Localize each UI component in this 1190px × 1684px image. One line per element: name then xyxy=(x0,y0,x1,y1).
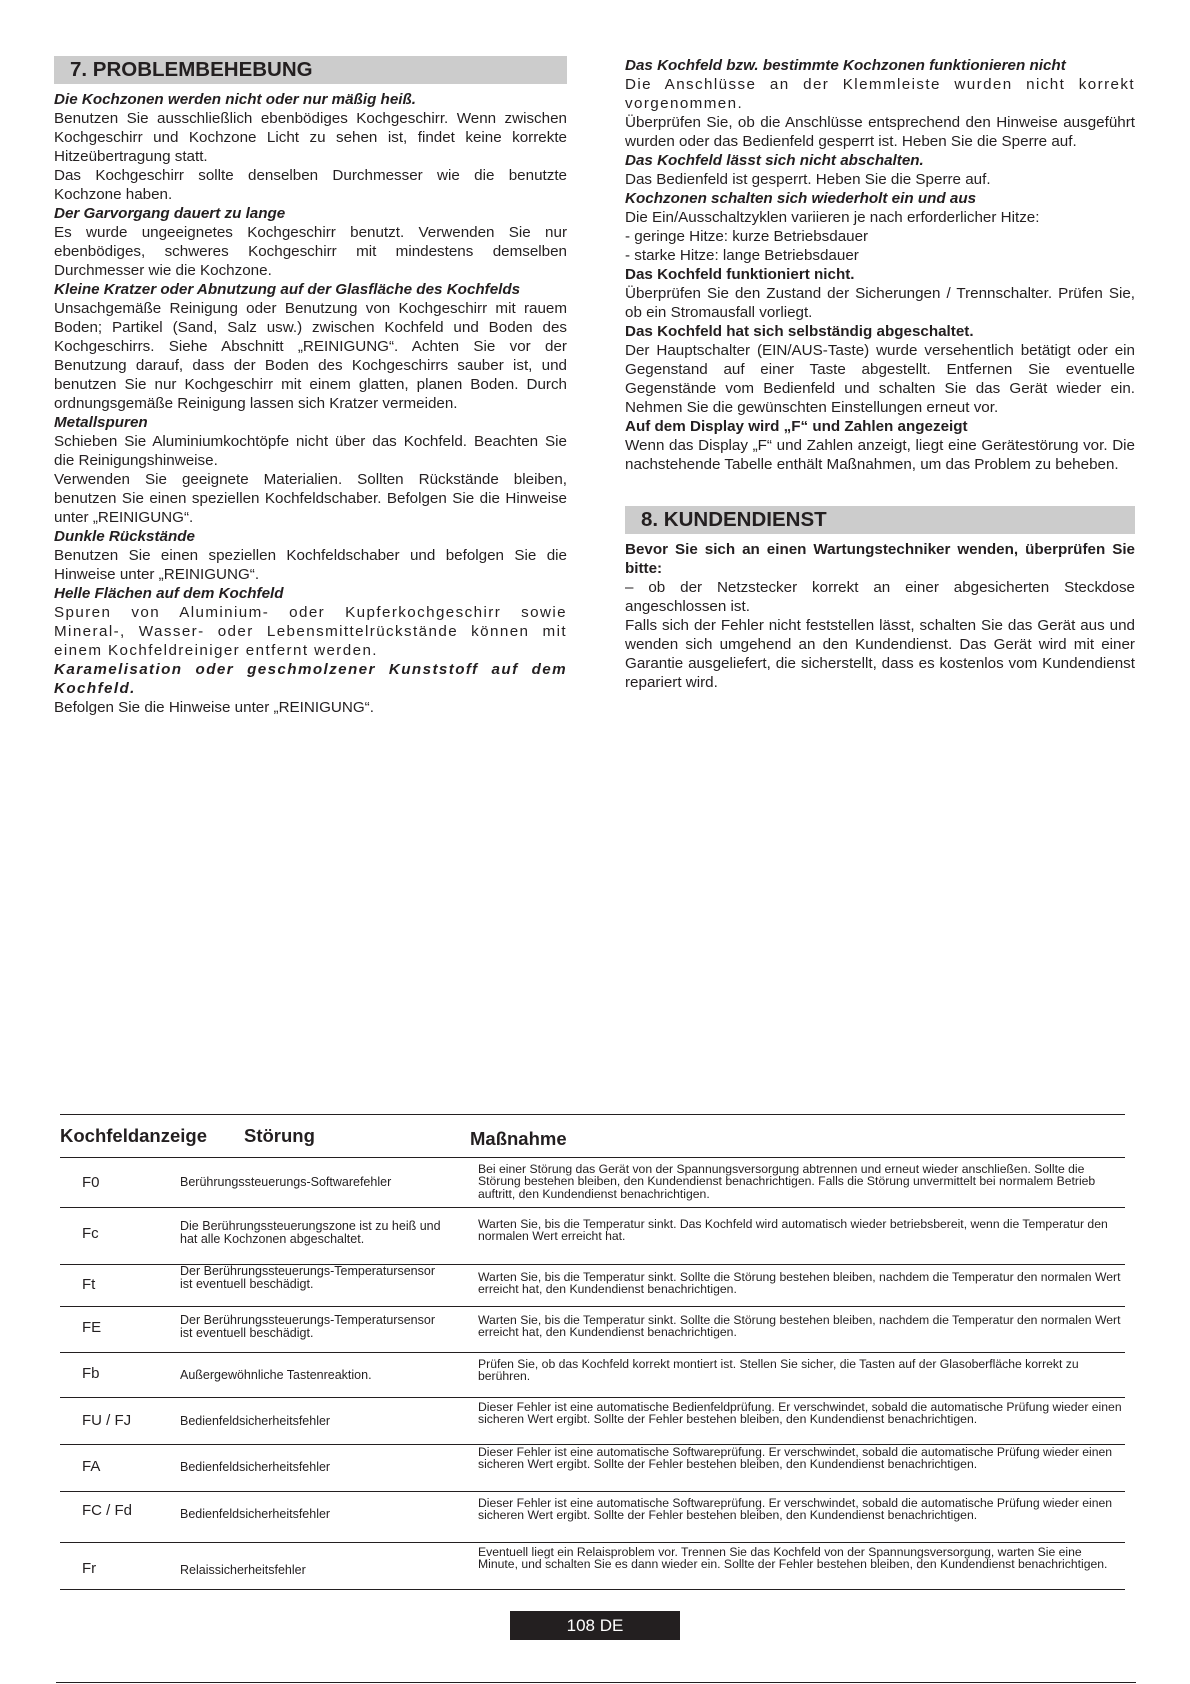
service-heading: Bevor Sie sich an einen Wartungstechniker wenden, überprüfen Sie bitte: xyxy=(625,541,1135,577)
fault-description: Bedienfeldsicherheitsfehler xyxy=(180,1460,331,1474)
fault-description: Die Berührungssteuerungszone ist zu heiß und hat alle Kochzonen abgeschaltet. xyxy=(180,1219,441,1246)
problem-heading: Helle Flächen auf dem Kochfeld xyxy=(54,585,284,602)
table-row xyxy=(60,1444,1125,1491)
action-description: Dieser Fehler ist eine automatische Softwareprüfung. Er verschwindet, sobald die automatische Prüfung wieder einen sicheren Wert ergibt. Sollte der Fehler bestehen bleiben, den Kundendienst benachrichtigen. xyxy=(478,1496,1113,1523)
header-action: Maßnahme xyxy=(470,1128,567,1149)
paragraph: Verwenden Sie geeignete Materialien. Sollten Rückstände bleiben, benutzen Sie einen speziellen Kochfeldschaber. Befolgen Sie die Hinweise unter „REINIGUNG“. xyxy=(54,471,567,526)
paragraph: Befolgen Sie die Hinweise unter „REINIGUNG“. xyxy=(54,699,374,716)
problem-heading: Das Kochfeld funktioniert nicht. xyxy=(625,266,855,283)
problem-heading: Der Garvorgang dauert zu lange xyxy=(54,205,286,222)
fault-description: Berührungssteuerungs-Softwarefehler xyxy=(180,1175,392,1189)
paragraph: Schieben Sie Aluminiumkochtöpfe nicht über das Kochfeld. Beachten Sie die Reinigungshinweise. xyxy=(54,433,567,469)
action-description: Prüfen Sie, ob das Kochfeld korrekt montiert ist. Stellen Sie sicher, die Tasten auf der Glasoberfläche korrekt zu berühren. xyxy=(478,1357,1079,1384)
paragraph: Unsachgemäße Reinigung oder Benutzung von Kochgeschirr mit rauem Boden; Partikel (Sand, Salz usw.) zwischen Kochfeld und Boden des Kochgeschirrs. Siehe Abschnitt „REINIGUNG“. Achten Sie vor der Benutzung darauf, dass der Boden des Kochgeschirrs sauber ist, und benutzen Sie nur Kochgeschirr mit einem glatten, planen Boden. Durch ordnungsgemäße Reinigung lassen sich Kratzer vermeiden. xyxy=(54,300,567,412)
problem-heading: Kochzonen schalten sich wiederholt ein und aus xyxy=(625,190,977,207)
paragraph: Es wurde ungeeignetes Kochgeschirr benutzt. Verwenden Sie nur ebenbödiges, schweres Kochgeschirr mit mindestens demselben Durchmesser wie die Kochzone. xyxy=(54,224,567,279)
fault-description: Relaissicherheitsfehler xyxy=(180,1563,306,1577)
header-display: Kochfeldanzeige xyxy=(60,1125,207,1146)
section-heading-customer-service: 8. KUNDENDIENST xyxy=(625,506,1135,534)
table-row xyxy=(60,1397,1125,1444)
error-code-table xyxy=(60,1114,1125,1590)
right-column xyxy=(625,56,1135,692)
paragraph: Überprüfen Sie, ob die Anschlüsse entsprechend den Hinweise ausgeführt wurden oder das Bedienfeld gesperrt ist. Heben Sie die Sperre auf. xyxy=(625,114,1135,150)
error-code: Ft xyxy=(82,1276,96,1293)
fault-description: Der Berührungssteuerungs-Temperatursensor ist eventuell beschädigt. xyxy=(180,1313,435,1340)
header-fault: Störung xyxy=(244,1125,315,1146)
section-heading-troubleshooting: 7. PROBLEMBEHEBUNG xyxy=(54,56,567,84)
page-number: 108 DE xyxy=(510,1611,680,1640)
error-code: FA xyxy=(82,1458,101,1475)
problem-heading: Karamelisation oder geschmolzener Kunststoff auf dem Kochfeld. xyxy=(54,661,567,697)
error-code: FC / Fd xyxy=(82,1502,133,1519)
problem-heading: Die Kochzonen werden nicht oder nur mäßig heiß. xyxy=(54,91,417,108)
table-header xyxy=(60,1115,1125,1157)
paragraph: Falls sich der Fehler nicht feststellen lässt, schalten Sie das Gerät aus und wenden sich umgehend an den Kundendienst. Das Gerät wird mit einer Garantie ausgeliefert, die sicherstellt, dass es kostenlos vom Kundendienst repariert wird. xyxy=(625,617,1135,691)
error-code: FE xyxy=(82,1319,102,1336)
fault-description: Der Berührungssteuerungs-Temperatursensor ist eventuell beschädigt. xyxy=(180,1264,435,1291)
error-code: Fc xyxy=(82,1225,99,1242)
footer-divider xyxy=(56,1682,1136,1683)
problem-heading: Kleine Kratzer oder Abnutzung auf der Glasfläche des Kochfelds xyxy=(54,281,521,298)
error-code: F0 xyxy=(82,1174,100,1191)
paragraph: Benutzen Sie ausschließlich ebenbödiges Kochgeschirr. Wenn zwischen Kochgeschirr und Kochzone Licht zu sehen ist, findet keine korrekte Hitzeübertragung statt. xyxy=(54,110,567,165)
table-row xyxy=(60,1157,1125,1207)
error-code: Fb xyxy=(82,1365,100,1382)
action-description: Dieser Fehler ist eine automatische Bedienfeldprüfung. Er verschwindet, sobald die automatische Prüfung wieder einen sicheren Wert ergibt. Sollte der Fehler bestehen bleiben, den Kundendienst benachrichtigen. xyxy=(478,1400,1122,1427)
fault-description: Außergewöhnliche Tastenreaktion. xyxy=(180,1368,372,1382)
problem-heading: Das Kochfeld hat sich selbständig abgeschaltet. xyxy=(625,323,974,340)
table-row xyxy=(60,1264,1125,1306)
list-item: - starke Hitze: lange Betriebsdauer xyxy=(625,247,859,264)
paragraph: Der Hauptschalter (EIN/AUS-Taste) wurde versehentlich betätigt oder ein Gegenstand auf einer Taste abgestellt. Entfernen Sie eventuelle Gegenstände vom Bedienfeld und schalten Sie das Gerät wieder ein. Nehmen Sie die gewünschten Einstellungen erneut vor. xyxy=(625,342,1135,416)
paragraph: – ob der Netzstecker korrekt an einer abgesicherten Steckdose angeschlossen ist. xyxy=(625,579,1135,615)
action-description: Warten Sie, bis die Temperatur sinkt. Sollte die Störung bestehen bleiben, nachdem die Temperatur den normalen Wert erreicht hat, den Kundendienst benachrichtigen. xyxy=(478,1313,1121,1340)
fault-description: Bedienfeldsicherheitsfehler xyxy=(180,1507,331,1521)
table-row xyxy=(60,1306,1125,1352)
table-row xyxy=(60,1542,1125,1589)
table-row xyxy=(60,1207,1125,1264)
paragraph: Benutzen Sie einen speziellen Kochfeldschaber und befolgen Sie die Hinweise unter „REINIGUNG“. xyxy=(54,547,567,583)
action-description: Eventuell liegt ein Relaisproblem vor. Trennen Sie das Kochfeld von der Spannungsversorgung, warten Sie eine Minute, und schalten Sie es dann wieder ein. Sollte der Fehler bestehen bleiben, den Kundendienst benachrichtigen. xyxy=(478,1545,1108,1572)
table-row xyxy=(60,1352,1125,1397)
fault-description: Bedienfeldsicherheitsfehler xyxy=(180,1414,331,1428)
action-description: Warten Sie, bis die Temperatur sinkt. Das Kochfeld wird automatisch wieder betriebsbereit, wenn die Temperatur den normalen Wert erreicht hat. xyxy=(478,1217,1108,1244)
problem-heading: Das Kochfeld bzw. bestimmte Kochzonen funktionieren nicht xyxy=(625,57,1066,74)
problem-heading: Auf dem Display wird „F“ und Zahlen angezeigt xyxy=(625,418,968,435)
paragraph: Die Ein/Ausschaltzyklen variieren je nach erforderlicher Hitze: xyxy=(625,209,1040,226)
paragraph: Die Anschlüsse an der Klemmleiste wurden nicht korrekt vorgenommen. xyxy=(625,76,1135,112)
paragraph: Das Bedienfeld ist gesperrt. Heben Sie die Sperre auf. xyxy=(625,171,991,188)
paragraph: Wenn das Display „F“ und Zahlen anzeigt, liegt eine Gerätestörung vor. Die nachstehende Tabelle enthält Maßnahmen, um das Problem zu beheben. xyxy=(625,437,1135,473)
problem-heading: Das Kochfeld lässt sich nicht abschalten. xyxy=(625,152,924,169)
paragraph: Überprüfen Sie den Zustand der Sicherungen / Trennschalter. Prüfen Sie, ob ein Stromausfall vorliegt. xyxy=(625,285,1135,321)
action-description: Bei einer Störung das Gerät von der Spannungsversorgung abtrennen und erneut wieder anschließen. Sollte die Störung bestehen bleiben, den Kundendienst benachrichtigen. Falls die Störung unvermittelt bei normalem Betrieb auftritt, den Kundendienst benachrichtigen. xyxy=(478,1162,1096,1201)
action-description: Warten Sie, bis die Temperatur sinkt. Sollte die Störung bestehen bleiben, nachdem die Temperatur den normalen Wert erreicht hat, den Kundendienst benachrichtigen. xyxy=(478,1270,1121,1297)
error-code: Fr xyxy=(82,1560,97,1577)
list-item: - geringe Hitze: kurze Betriebsdauer xyxy=(625,228,869,245)
paragraph: Das Kochgeschirr sollte denselben Durchmesser wie die benutzte Kochzone haben. xyxy=(54,167,567,203)
problem-heading: Dunkle Rückstände xyxy=(54,528,195,545)
action-description: Dieser Fehler ist eine automatische Softwareprüfung. Er verschwindet, sobald die automatische Prüfung wieder einen sicheren Wert ergibt. Sollte der Fehler bestehen bleiben, den Kundendienst benachrichtigen. xyxy=(478,1445,1113,1472)
problem-heading: Metallspuren xyxy=(54,414,148,431)
error-code: FU / FJ xyxy=(82,1412,132,1429)
table-row xyxy=(60,1491,1125,1542)
paragraph: Spuren von Aluminium- oder Kupferkochgeschirr sowie Mineral-, Wasser- oder Lebensmittelrückstände können mit einem Kochfeldreiniger entfernt werden. xyxy=(54,604,567,659)
left-column xyxy=(54,56,567,717)
